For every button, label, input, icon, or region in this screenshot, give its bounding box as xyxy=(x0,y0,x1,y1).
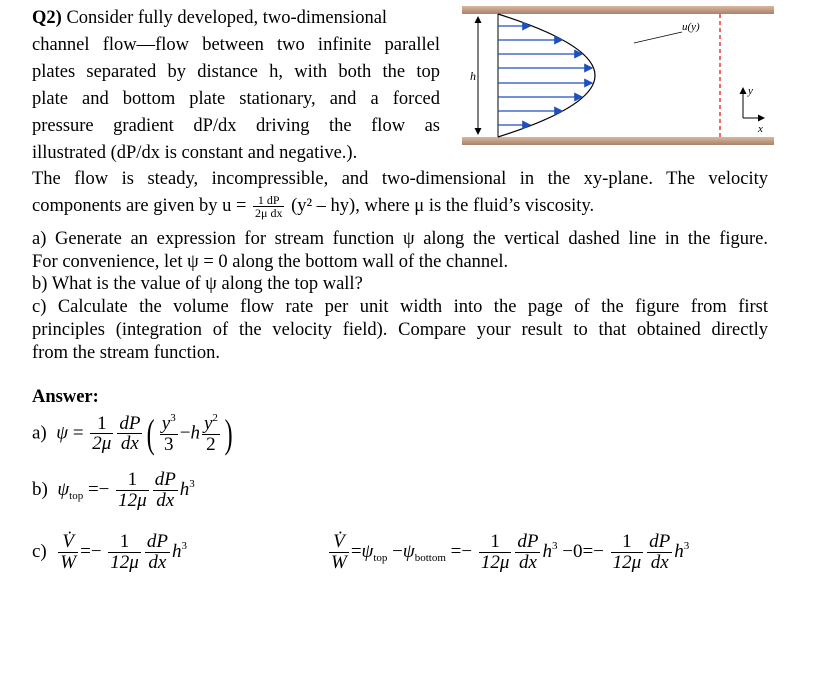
h-var: h xyxy=(674,540,684,562)
question-number: Q2) xyxy=(32,8,62,28)
frac-den: 12μ xyxy=(118,489,147,511)
frac-den: dx xyxy=(518,551,537,573)
minus: − xyxy=(90,540,102,562)
frac-dP-dx xyxy=(145,532,170,573)
answer-c-label: c) xyxy=(32,540,47,562)
velocity-frac-den: 2μ dx xyxy=(255,206,283,221)
frac-y2-over-2 xyxy=(202,413,220,455)
frac-1-over-2mu xyxy=(90,414,113,455)
exponent: 2 xyxy=(212,412,218,424)
frac-dP-dx xyxy=(117,414,142,455)
frac-Vdot-over-W xyxy=(329,532,349,573)
frac-num: dP xyxy=(649,531,671,552)
frac-den: 12μ xyxy=(612,551,642,573)
exponent: 3 xyxy=(551,539,558,552)
answer-heading: Answer: xyxy=(32,387,99,407)
question-line-4: plate and bottom plate stationary, and a forced xyxy=(32,89,440,109)
question-line-1 xyxy=(32,7,387,29)
velocity-frac-num: 1 dP xyxy=(253,194,284,208)
exponent: 3 xyxy=(170,412,176,424)
frac-num: dP xyxy=(119,412,141,434)
x-label: x xyxy=(758,123,763,135)
h-var: h xyxy=(190,422,200,444)
psi-symbol: ψ xyxy=(361,540,374,562)
subscript-bottom: bottom xyxy=(414,551,446,564)
minus: − xyxy=(461,540,473,562)
equals: = xyxy=(350,540,362,562)
frac-num: dP xyxy=(154,469,176,490)
answer-c-stream xyxy=(327,532,689,573)
u-label: u(y) xyxy=(682,21,700,33)
frac-den: 12μ xyxy=(110,551,139,573)
velocity-profile-curve xyxy=(498,14,595,137)
frac-num: V̇ xyxy=(58,532,78,553)
question-line-3: plates separated by distance h, with both the top xyxy=(32,62,440,82)
question-line-8 xyxy=(32,191,594,221)
equals: = xyxy=(87,478,99,500)
part-a-line-1: a) Generate an expression for stream function ψ along the vertical dashed line in the figure. xyxy=(32,229,768,249)
velocity-fraction xyxy=(253,194,284,220)
frac-dP-dx xyxy=(153,470,178,511)
question-line-7: The flow is steady, incompressible, and two-dimensional in the xy-plane. The velocity xyxy=(32,169,768,189)
frac-dP-dx xyxy=(515,532,540,573)
frac-1-over-12mu xyxy=(611,532,644,573)
question-line-5: pressure gradient dP/dx driving the flow as xyxy=(32,116,440,136)
frac-num: 1 xyxy=(108,532,141,553)
minus: − xyxy=(562,540,573,562)
frac-num: V̇ xyxy=(329,532,349,553)
frac-y3-over-3 xyxy=(160,413,178,455)
frac-num: 1 xyxy=(479,532,512,553)
frac-Vdot-over-W xyxy=(58,532,78,573)
frac-den: 2μ xyxy=(92,433,112,455)
exponent: 3 xyxy=(189,477,195,490)
answer-a: a) ψ = $\frac{1}{2\mu}$ $\frac{dP}{dx}$ ( $\frac{y^3}{3}$ −h $\frac{y^2}{2}$ ) xyxy=(32,410,233,456)
frac-num: 1 xyxy=(116,470,149,491)
equals: = xyxy=(80,540,91,562)
u-label-leader xyxy=(634,32,682,43)
zero: 0 xyxy=(572,540,583,562)
minus: − xyxy=(98,478,110,500)
y-var: y xyxy=(161,413,171,434)
minus: − xyxy=(179,422,191,444)
y-label: y xyxy=(748,85,753,97)
frac-den: dx xyxy=(148,551,167,573)
frac-den: W xyxy=(331,551,347,573)
part-c-line-1: c) Calculate the volume flow rate per unit width into the page of the figure from first xyxy=(32,297,768,317)
psi-symbol: ψ xyxy=(56,422,69,444)
top-wall xyxy=(462,6,774,14)
equals: = xyxy=(450,540,462,562)
h-var: h xyxy=(179,478,190,500)
answer-b xyxy=(32,470,195,511)
equals: = xyxy=(72,422,84,444)
frac-den: dx xyxy=(650,551,669,573)
psi-symbol: ψ xyxy=(57,478,70,500)
y-var: y xyxy=(203,413,213,434)
h-var: h xyxy=(542,540,552,562)
velocity-rest: (y² – hy), where μ is the fluid’s viscosity. xyxy=(291,196,595,216)
frac-1-over-12mu xyxy=(108,532,141,573)
frac-num xyxy=(160,413,178,435)
exponent: 3 xyxy=(683,539,690,552)
part-a-line-2: For convenience, let ψ = 0 along the bottom wall of the channel. xyxy=(32,252,509,272)
answer-b-label: b) xyxy=(32,478,48,500)
frac-den: W xyxy=(60,551,77,573)
frac-num xyxy=(202,413,220,435)
frac-1-over-12mu xyxy=(116,470,149,511)
velocity-intro: components are given by u = xyxy=(32,196,252,216)
frac-num: 1 xyxy=(611,532,644,553)
question-line-2: channel flow—flow between two infinite parallel xyxy=(32,35,440,55)
frac-num: 1 xyxy=(90,414,113,435)
frac-den: 3 xyxy=(164,433,174,455)
frac-1-over-12mu xyxy=(479,532,512,573)
minus: − xyxy=(392,540,403,562)
frac-num: dP xyxy=(146,531,168,552)
answer-c xyxy=(32,532,187,573)
minus: − xyxy=(593,540,604,562)
frac-den: dx xyxy=(120,433,139,455)
answer-a-label: a) xyxy=(32,422,47,444)
part-c-line-3: from the stream function. xyxy=(32,343,221,363)
velocity-arrows xyxy=(498,26,592,125)
frac-den: 2 xyxy=(206,433,216,455)
frac-den: 12μ xyxy=(480,551,510,573)
question-line-6: illustrated (dP/dx is constant and negative.). xyxy=(32,143,358,163)
psi-symbol: ψ xyxy=(402,540,415,562)
channel-flow-figure xyxy=(462,6,774,154)
frac-dP-dx xyxy=(647,532,672,573)
question-line-1-text: Consider fully developed, two-dimensional xyxy=(66,8,388,28)
bottom-wall xyxy=(462,137,774,145)
exponent: 3 xyxy=(181,539,187,552)
frac-num: dP xyxy=(517,531,539,552)
part-c-line-2: principles (integration of the velocity field). Compare your result to that obtained directly xyxy=(32,320,768,340)
frac-den: dx xyxy=(156,489,175,511)
subscript-top: top xyxy=(373,551,388,564)
equals: = xyxy=(582,540,594,562)
subscript-top: top xyxy=(69,489,84,502)
h-var: h xyxy=(171,540,182,562)
part-b-line: b) What is the value of ψ along the top wall? xyxy=(32,274,363,294)
h-label: h xyxy=(470,69,476,83)
